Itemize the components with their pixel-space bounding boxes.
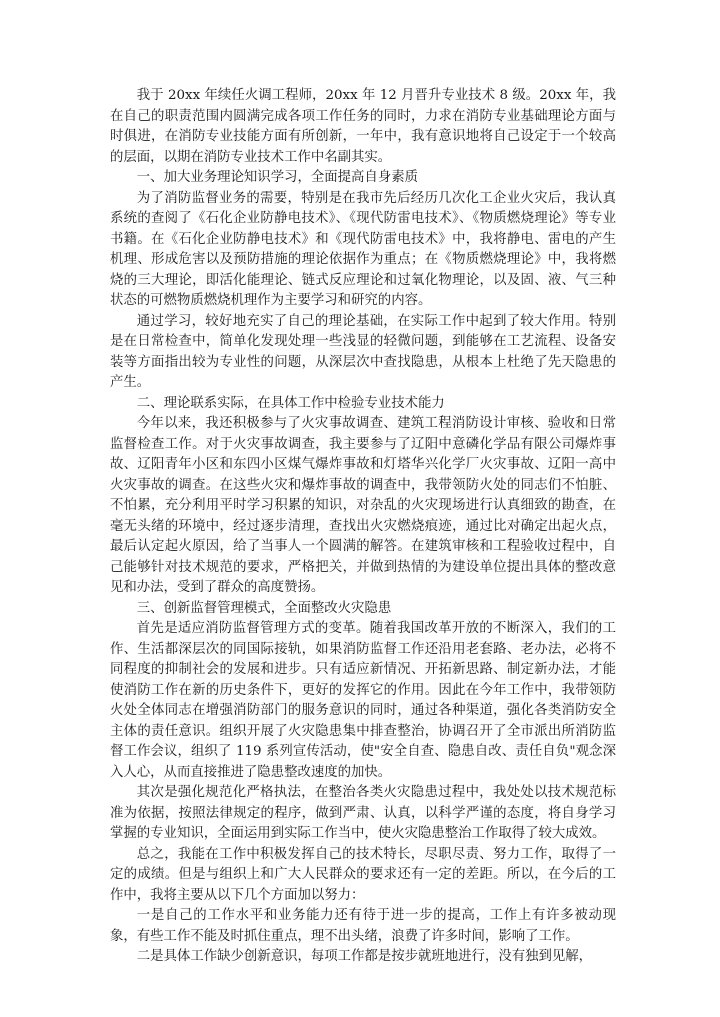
- paragraph-reform: 首先是适应消防监督管理方式的变革。随着我国改革开放的不断深入，我们的工作、生活都深层次的同国际接轨，如果消防监督工作还沿用老套路、老办法，必将不同程度的抑制社会的发展和进步。只有适应新情况、开拓新思路、制定新办法，才能使消防工作在新的历史条件下，更好的发挥它的作用。因此在今年工作中，我带领防火处全体同志在增强消防部门的服务意识的同时，通过各种渠道，强化各类消防安全主体的责任意识。组织开展了火灾隐患集中排查整治，协调召开了全市派出所消防监督工作会议，组织了 119 系列宣传活动，使"安全自查、隐患自改、责任自负"观念深入人心，从而直接推进了隐患整改速度的加快。: [110, 621, 616, 780]
- paragraph-study-result: 通过学习，较好地充实了自己的理论基础，在实际工作中起到了较大作用。特别是在日常检查中，简单化发现处理一些浅显的轻微问题，到能够在工艺流程、设备安装等方面指出较为专业性的问题，从深层次中查找隐患，从根本上杜绝了先天隐患的产生。: [110, 313, 616, 390]
- document-page: [110, 86, 616, 968]
- paragraph-intro: 我于 20xx 年续任火调工程师，20xx 年 12 月晋升专业技术 8 级。20xx 年，我在自己的职责范围内圆满完成各项工作任务的同时，力求在消防专业基础理论方面与时俱进，在消防专业技能方面有所创新，一年中，我有意识地将自己设定于一个较高的层面，以期在消防专业技术工作中名副其实。: [110, 88, 616, 165]
- paragraph-study: 为了消防监督业务的需要，特别是在我市先后经历几次化工企业火灾后，我认真系统的查阅了《石化企业防静电技术》、《现代防雷电技术》、《物质燃烧理论》等专业书籍。在《石化企业防静电技术》和《现代防雷电技术》中，我将静电、雷电的产生机理、形成危害以及预防措施的理论依据作为重点；在《物质燃烧理论》中，我将燃烧的三大理论，即活化能理论、链式反应理论和过氧化物理论，以及固、液、气三种状态的可燃物质燃烧机理作为主要学习和研究的内容。: [110, 190, 616, 308]
- paragraph-summary: 总之，我能在工作中积极发挥自己的技术特长，尽职尽责、努力工作，取得了一定的成绩。但是与组织上和广大人民群众的要求还有一定的差距。所以，在今后的工作中，我将主要从以下几个方面加以努力：: [110, 846, 616, 903]
- paragraph-enforcement: 其次是强化规范化严格执法，在整治各类火灾隐患过程中，我处处以技术规范标准为依据，按照法律规定的程序，做到严肃、认真，以科学严谨的态度，将自身学习掌握的专业知识，全面运用到实际工作当中，使火灾隐患整治工作取得了较大成效。: [110, 785, 616, 841]
- paragraph-practice: 今年以来，我还积极参与了火灾事故调查、建筑工程消防设计审核、验收和日常监督检查工作。对于火灾事故调查，我主要参与了辽阳中意磷化学品有限公司爆炸事故、辽阳青年小区和东四小区煤气爆炸事故和灯塔华兴化学厂火灾事故、辽阳一高中火灾事故的调查。在这些火灾和爆炸事故的调查中，我带领防火处的同志们不怕脏、不怕累，充分利用平时学习积累的知识，对杂乱的火灾现场进行认真细致的勘查，在毫无头绪的环境中，经过逐步清理，查找出火灾燃烧痕迹，通过比对确定出起火点，最后认定起火原因，给了当事人一个圆满的解答。在建筑审核和工程验收过程中，自己能够针对技术规范的要求，严格把关，并做到热情的为建设单位提出具体的整改意见和办法，受到了群众的高度赞扬。: [110, 416, 616, 595]
- section-heading-2: 二、理论联系实际，在具体工作中检验专业技术能力: [136, 395, 445, 411]
- paragraph-shortcoming-1: 一是自己的工作水平和业务能力还有待于进一步的提高，工作上有许多被动现象，有些工作不能及时抓住重点，理不出头绪，浪费了许多时间，影响了工作。: [110, 908, 616, 944]
- section-heading-3: 三、创新监督管理模式，全面整改火灾隐患: [136, 600, 392, 616]
- paragraph-shortcoming-2: 二是具体工作缺少创新意识，每项工作都是按步就班地进行，没有独到见解，: [136, 949, 593, 964]
- section-heading-1: 一、加大业务理论知识学习，全面提高自身素质: [136, 170, 418, 185]
